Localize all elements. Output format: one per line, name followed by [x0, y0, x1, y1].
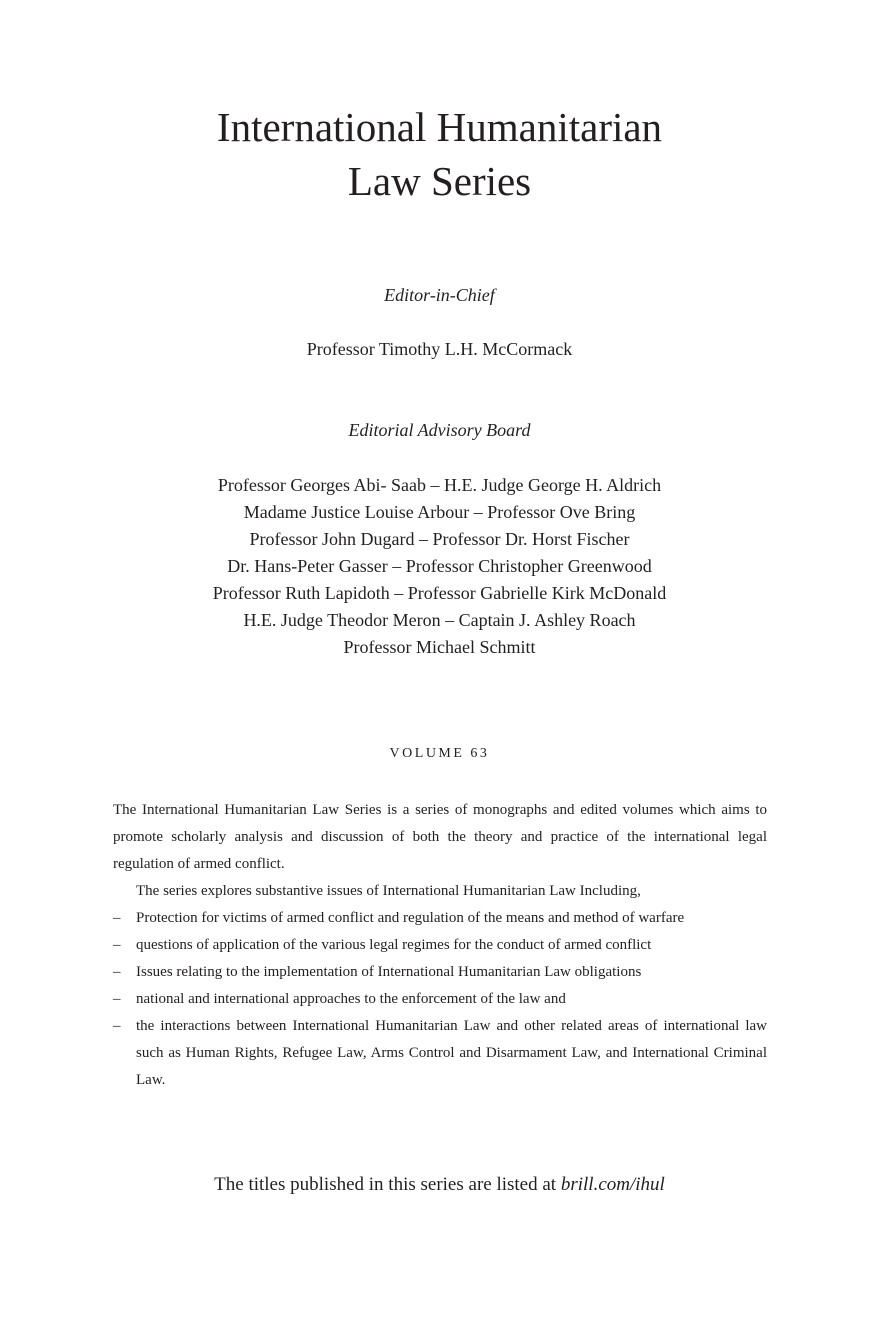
- advisory-board-line: Professor Michael Schmitt: [343, 637, 536, 657]
- advisory-board-line: Madame Justice Louise Arbour – Professor Ove Bring: [243, 502, 636, 522]
- topic-text: the interactions between International Humanitarian Law and other related areas of international law such as Human Rights, Refugee Law, Arms Control and Disarmament Law, and International Criminal Law.: [136, 1018, 767, 1088]
- dash-marker: –: [113, 964, 121, 980]
- advisory-board-line: H.E. Judge Theodor Meron – Captain J. Ashley Roach: [243, 610, 636, 630]
- description-intro: The International Humanitarian Law Series is a series of monographs and edited volumes which aims to promote scholarly analysis and discussion of both the theory and practice of the international legal regulation of armed conflict.: [113, 802, 767, 872]
- dash-marker: –: [113, 991, 121, 1007]
- description-lead: The series explores substantive issues of International Humanitarian Law Including,: [136, 883, 641, 899]
- editor-in-chief-label: Editor-in-Chief: [384, 285, 495, 305]
- series-title-line-2: Law Series: [347, 158, 532, 204]
- topic-list: [113, 905, 767, 1094]
- advisory-board-line: Professor John Dugard – Professor Dr. Horst Fischer: [249, 529, 630, 549]
- advisory-board-list: [0, 472, 879, 661]
- topic-text: Protection for victims of armed conflict and regulation of the means and method of warfare: [136, 910, 685, 926]
- series-description: [113, 797, 767, 1094]
- topic-list-item: [113, 959, 767, 986]
- advisory-board-line: Professor Georges Abi- Saab – H.E. Judge George H. Aldrich: [217, 475, 662, 495]
- advisory-board-line: Dr. Hans-Peter Gasser – Professor Christopher Greenwood: [227, 556, 652, 576]
- series-title-line-1: International Humanitarian: [216, 104, 663, 150]
- topic-text: Issues relating to the implementation of International Humanitarian Law obligations: [136, 964, 642, 980]
- volume-number: VOLUME 63: [389, 746, 490, 761]
- series-title: [0, 100, 879, 208]
- topic-list-item: [113, 932, 767, 959]
- series-url-link[interactable]: brill.com/ihul: [560, 1174, 665, 1195]
- topic-list-item: [113, 986, 767, 1013]
- advisory-board-line: Professor Ruth Lapidoth – Professor Gabrielle Kirk McDonald: [212, 583, 667, 603]
- topic-text: questions of application of the various legal regimes for the conduct of armed conflict: [136, 937, 652, 953]
- series-listing-note: [0, 1173, 879, 1197]
- dash-marker: –: [113, 910, 121, 926]
- dash-marker: –: [113, 937, 121, 953]
- editor-in-chief-name: Professor Timothy L.H. McCormack: [306, 339, 573, 359]
- advisory-board-label: Editorial Advisory Board: [348, 420, 531, 440]
- topic-list-item: [113, 1013, 767, 1094]
- topic-list-item: [113, 905, 767, 932]
- dash-marker: –: [113, 1018, 121, 1034]
- topic-text: national and international approaches to the enforcement of the law and: [136, 991, 566, 1007]
- listing-text: The titles published in this series are listed at: [214, 1174, 561, 1195]
